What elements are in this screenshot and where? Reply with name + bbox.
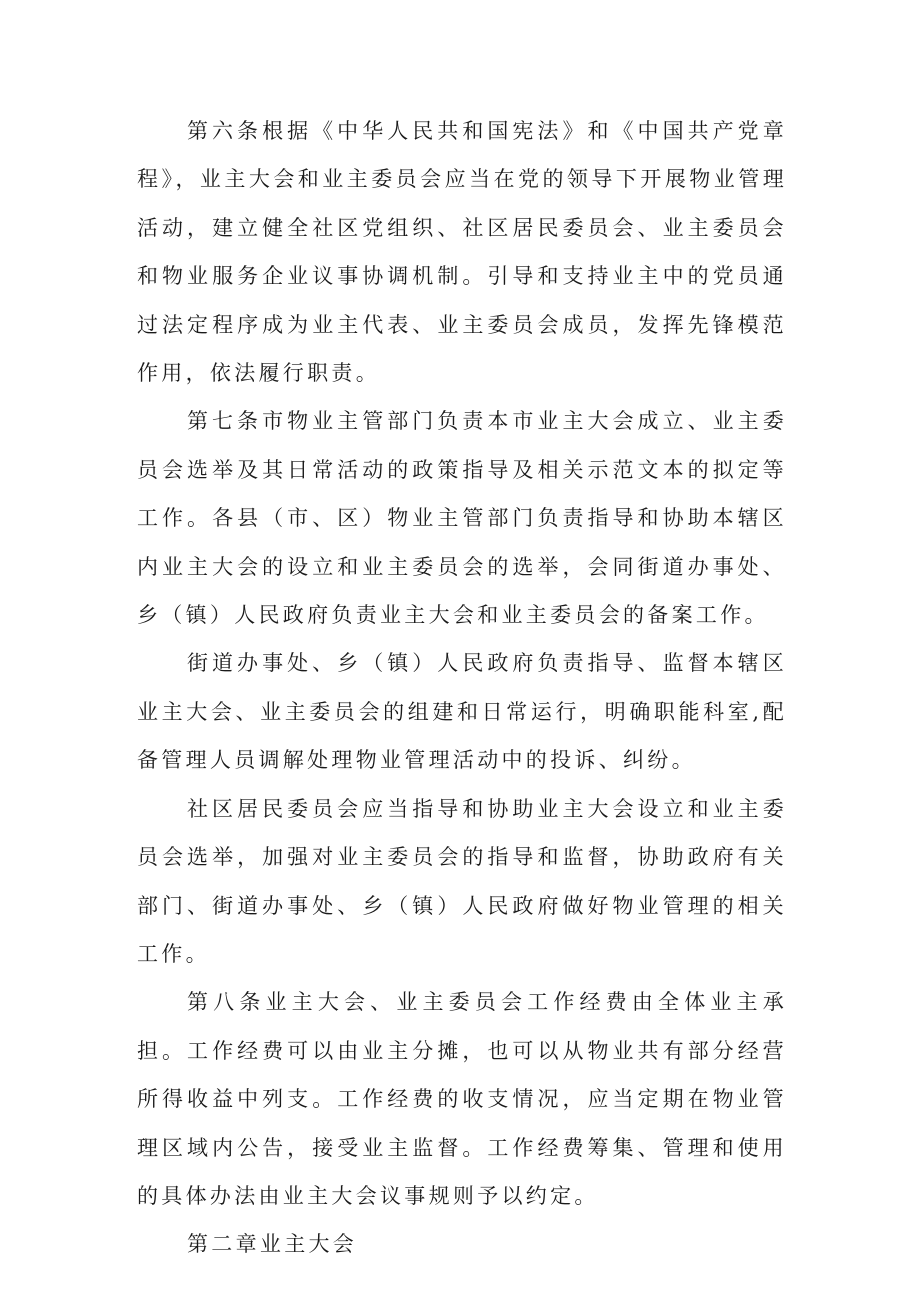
article-6-paragraph: 第六条根据《中华人民共和国宪法》和《中国共产党章程》，业主大会和业主委员会应当在党的领导下开展物业管理活动，建立健全社区党组织、社区居民委员会、业主委员会和物业服务企业议事协调机制。引导和支持业主中的党员通过法定程序成为业主代表、业主委员会成员，发挥先锋模范作用，依法履行职责。: [137, 119, 787, 386]
community-committee-paragraph: 社区居民委员会应当指导和协助业主大会设立和业主委员会选举，加强对业主委员会的指导和监督，协助政府有关部门、街道办事处、乡（镇）人民政府做好物业管理的相关工作。: [137, 796, 787, 966]
article-7-paragraph: 第七条市物业主管部门负责本市业主大会成立、业主委员会选举及其日常活动的政策指导及相关示范文本的拟定等工作。各县（市、区）物业主管部门负责指导和协助本辖区内业主大会的设立和业主委员会的选举，会同街道办事处、乡（镇）人民政府负责业主大会和业主委员会的备案工作。: [137, 409, 787, 628]
article-8-paragraph: 第八条业主大会、业主委员会工作经费由全体业主承担。工作经费可以由业主分摊，也可以从物业共有部分经营所得收益中列支。工作经费的收支情况，应当定期在物业管理区域内公告，接受业主监督。工作经费筹集、管理和使用的具体办法由业主大会议事规则予以约定。: [137, 990, 787, 1208]
chapter-heading: 第二章业主大会: [187, 1232, 358, 1257]
document-body: [137, 107, 787, 1269]
subdistrict-duties-paragraph: 街道办事处、乡（镇）人民政府负责指导、监督本辖区业主大会、业主委员会的组建和日常运行，明确职能科室,配备管理人员调解处理物业管理活动中的投诉、纠纷。: [137, 651, 787, 773]
